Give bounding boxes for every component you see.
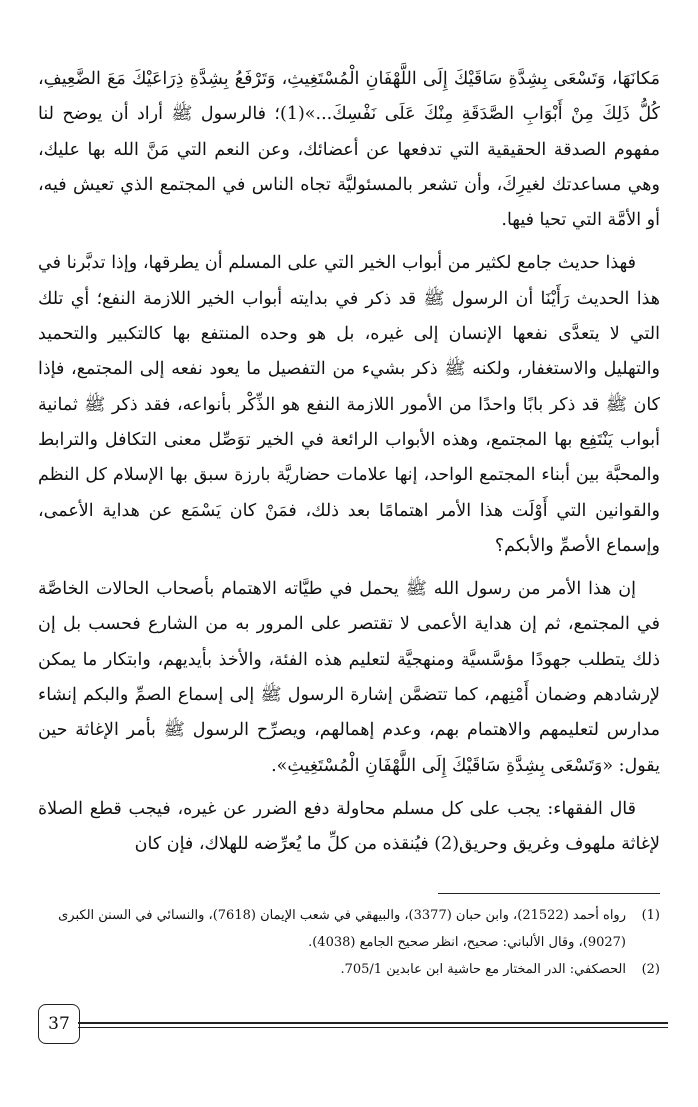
footnote-1 <box>38 902 660 956</box>
page-footer <box>30 1000 668 1046</box>
footnote-2 <box>38 956 660 983</box>
page-number: 37 <box>38 1004 80 1044</box>
paragraph-1: مَكانَهَا، وَتَسْعَى بِشِدَّةِ سَاقَيْكَ إِلَى اللَّهْفَانِ الْمُسْتَغِيثِ، وَتَرْفَعُ بِشِدَّةِ ذِرَاعَيْكَ مَعَ الضَّعِيفِ، كُلُّ ذَلِكَ مِنْ أَبْوَابِ الصَّدَقَةِ مِنْكَ عَلَى نَفْسِكَ...»(1)؛ فالرسول ﷺ أراد أن يوضح لنا مفهوم الصدقة الحقيقية التي تدفعها عن أعضائك، وعن النعم التي مَنَّ الله بها عليك، وهي مساعدتك لغيرِكَ، وأن تشعر بالمسئوليَّة تجاه الناس في المجتمع الذي تعيش فيه، أو الأمَّة التي تحيا فيها. <box>38 69 660 231</box>
footnotes <box>38 902 660 983</box>
paragraph-4: قال الفقهاء: يجب على كل مسلم محاولة دفع الضرر عن غيره، فيجب قطع الصلاة لإغاثة ملهوف وغريق وحريق(2) فيُنقذه من كلِّ ما يُعرِّضه للهلاك، فإن كان <box>38 798 660 855</box>
paragraph-2: فهذا حديث جامع لكثير من أبواب الخير التي على المسلم أن يطرقها، وإذا تدبَّرنا في هذا الحديث رَأَيْنَا أن الرسول ﷺ قد ذكر في بدايته أبواب الخير اللازمة النفع؛ أي تلك التي لا يتعدَّى نفعها الإنسان إلى غيره، بل هو وحده المنتفع بها كالتكبير والتحميد والتهليل والاستغفار، ولكنه ﷺ ذكر بشيء من التفصيل ما يعود نفعه إلى المجتمع، فإذا كان ﷺ قد ذكر بابًا واحدًا من الأمور اللازمة النفع هو الذِّكْر بأنواعه، فقد ذكر ﷺ ثمانية أبواب يَنْتَفِع بها المجتمع، وهذه الأبواب الرائعة في الخير توَصِّل معنى التكافل والترابط والمحبَّة بين أبناء المجتمع الواحد، إنها علامات حضاريَّة بارزة سبق بها الإسلام كل النظم والقوانين التي أَوْلَت هذا الأمر اهتمامًا بعد ذلك، فمَنْ كان يَسْمَع عن هداية الأعمى، وإسماع الأصمِّ والأبكم؟ <box>38 253 660 556</box>
footnote-number: (1) <box>641 908 660 923</box>
footnote-number: (2) <box>641 962 660 977</box>
footer-rule <box>78 1027 668 1028</box>
footnote-text: رواه أحمد (21522)، وابن حبان (3377)، والبيهقي في شعب الإيمان (7618)، والنسائي في السنن الكبرى (9027)، وقال الألباني: صحيح، انظر صحيح الجامع (4038). <box>58 908 626 950</box>
main-text <box>38 62 660 871</box>
footer-rule <box>78 1022 668 1024</box>
paragraph-3: إن هذا الأمر من رسول الله ﷺ يحمل في طيَّاته الاهتمام بأصحاب الحالات الخاصَّة في المجتمع، ثم إن هداية الأعمى لا تقتصر على المرور به من الشارع فحسب بل إن ذلك يتطلب جهودًا مؤسَّسيَّة ومنهجيَّة لتعليم هذه الفئة، والأخذ بأيديهم، وابتكار ما يمكن لإرشادهم وضمان أَمْنِهم، كما تتضمَّن إشارة الرسول ﷺ إلى إسماع الصمِّ والبكم إنشاء مدارس لتعليمهم والاهتمام بهم، وعدم إهمالهم، ويصرِّح الرسول ﷺ بأمر الإغاثة حين يقول: «وَتَسْعَى بِشِدَّةِ سَاقَيْكَ إِلَى اللَّهْفَانِ الْمُسْتَغِيثِ». <box>38 579 660 776</box>
footnote-text: الحصكفي: الدر المختار مع حاشية ابن عابدين 705/1. <box>340 962 626 977</box>
footnote-divider <box>438 893 660 894</box>
